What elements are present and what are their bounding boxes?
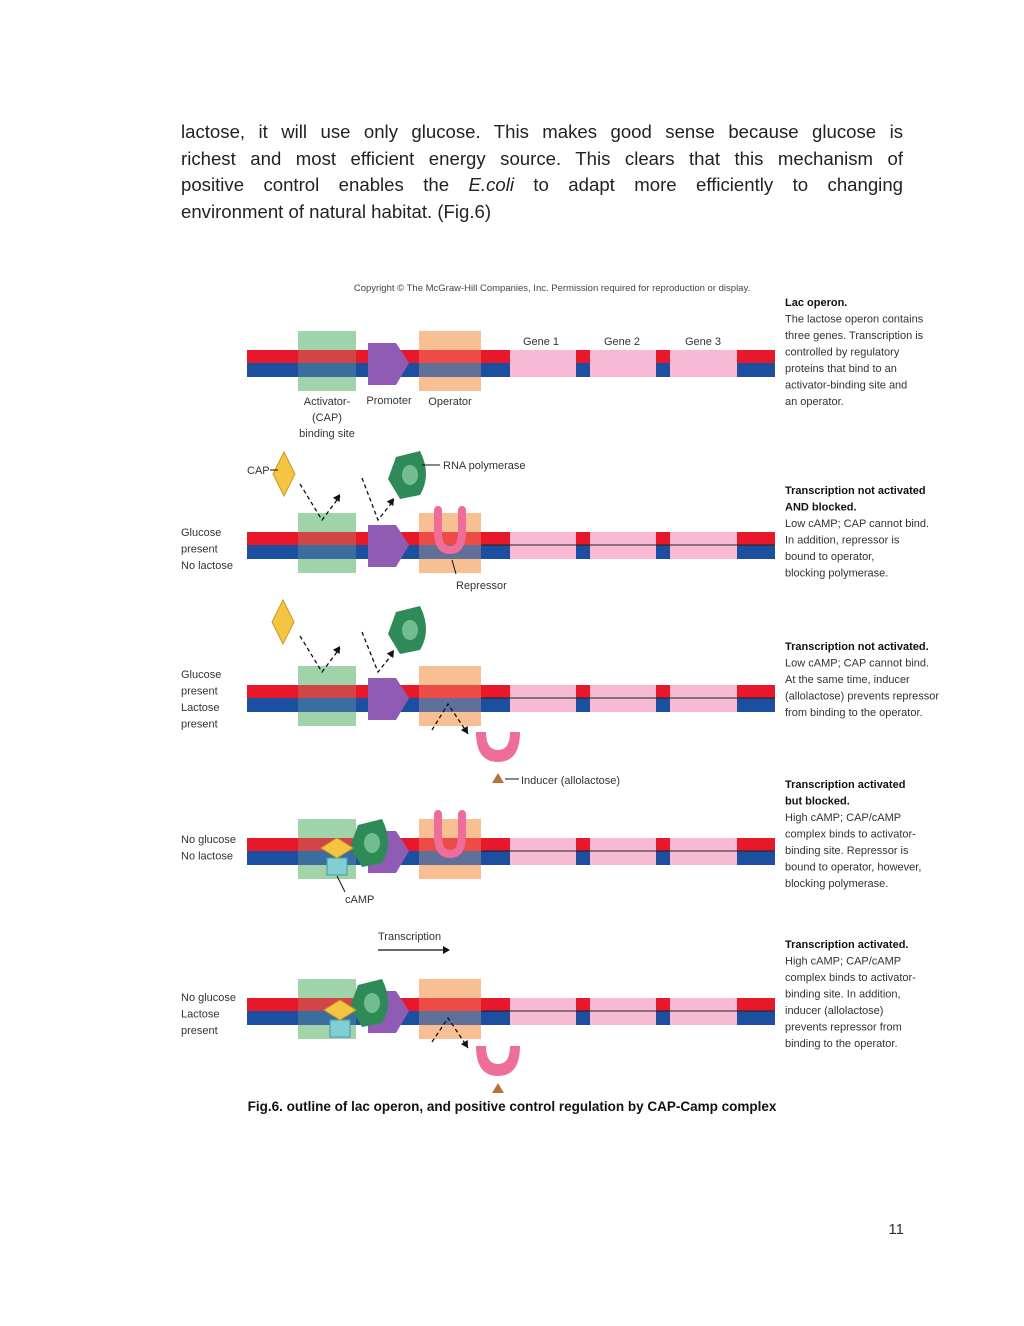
dna-strand-2	[247, 666, 775, 726]
inducer-label: Inducer (allolactose)	[521, 775, 621, 787]
description-text-1: activator-binding site and	[785, 379, 908, 392]
description-text-3: from binding to the operator.	[785, 707, 923, 719]
paragraph-line-1: lactose, it will use only glucose. This makes good sense because glucose is	[181, 121, 903, 142]
condition-label-2: present	[181, 685, 218, 698]
condition-label-3: No glucose	[181, 834, 237, 846]
cap-label: CAP	[247, 465, 270, 477]
description-text-1: three genes. Transcription is	[785, 330, 924, 342]
inducer-allolactose-2	[492, 1083, 504, 1093]
rna-polymerase-active-highlight	[364, 993, 380, 1013]
description-text-1: controlled by regulatory	[785, 346, 900, 359]
transcription-label: Transcription	[378, 931, 442, 943]
repressor-label: Repressor	[456, 580, 507, 592]
operator-bottom-overlay	[419, 363, 481, 377]
condition-label-4: No glucose	[181, 992, 237, 1004]
gene-label-1: Gene 1	[522, 336, 560, 348]
activator-label-line: binding site	[299, 428, 355, 440]
description-heading-2: Transcription not activated	[785, 485, 926, 497]
description-text-3: At the same time, inducer	[785, 674, 910, 686]
promoter-arrow	[368, 678, 409, 720]
cap-arrowhead	[333, 492, 343, 502]
camp-molecule	[327, 858, 347, 875]
description-text-3: (allolactose) prevents repressor	[785, 690, 940, 703]
description-heading-4: but blocked.	[785, 795, 850, 808]
description-text-4: blocking polymerase.	[785, 878, 889, 890]
description-text-5: binding site. In addition,	[785, 988, 901, 1001]
description-text-4: High cAMP; CAP/cAMP	[785, 812, 902, 824]
description-heading-5: Transcription activated.	[785, 939, 909, 951]
rna-polymerase-free-highlight	[402, 620, 418, 640]
page-number: 11	[888, 1221, 904, 1238]
paragraph-line-2: richest and most efficient energy source. This clears that this mechanism of	[181, 147, 903, 169]
condition-label-3: No lactose	[181, 850, 233, 863]
description-text-3: Low cAMP; CAP cannot bind.	[785, 657, 930, 670]
condition-label-1: No lactose	[181, 560, 233, 572]
activator-bottom-overlay	[298, 698, 356, 712]
cap-arrowhead-2	[333, 644, 343, 654]
repressor-free-2	[476, 1046, 520, 1076]
condition-label-4: Lactose	[181, 1008, 220, 1021]
repressor-release-arrowhead-2	[461, 1040, 471, 1050]
activator-top-overlay	[298, 685, 356, 698]
description-text-1: an operator.	[785, 396, 844, 408]
description-heading-4: Transcription activated	[785, 779, 906, 791]
description-text-1: The lactose operon contains	[785, 313, 924, 326]
operator-top-overlay	[419, 532, 481, 545]
description-heading-2: AND blocked.	[785, 501, 857, 514]
description-text-2: In addition, repressor is	[785, 534, 900, 547]
paragraph-line-3-start: positive control enables the	[181, 174, 450, 195]
description-text-5: High cAMP; CAP/cAMP	[785, 955, 902, 968]
operator-bottom-overlay	[419, 698, 481, 712]
gene-label-3: Gene 3	[684, 336, 722, 348]
paragraph-line-4: environment of natural habitat. (Fig.6)	[181, 200, 492, 222]
activator-top-overlay	[298, 532, 356, 545]
operator-top-overlay	[419, 350, 481, 363]
promoter-arrow	[368, 525, 409, 567]
description-text-2: Low cAMP; CAP cannot bind.	[785, 518, 930, 530]
description-text-4: complex binds to activator-	[785, 828, 916, 841]
operator-top-overlay	[419, 998, 481, 1011]
description-text-2: bound to operator,	[785, 551, 875, 563]
condition-label-2: Lactose	[181, 702, 220, 714]
dna-strand-1	[247, 513, 775, 573]
description-heading-3: Transcription not activated.	[785, 641, 929, 653]
cap-protein-free	[272, 600, 294, 644]
description-heading-1: Lac operon.	[785, 297, 848, 309]
operator-label: Operator	[428, 396, 472, 408]
rna-polymerase-label: RNA polymerase	[443, 460, 526, 472]
inducer-allolactose	[492, 773, 504, 783]
gene-region-3	[670, 350, 737, 377]
cap-protein	[273, 452, 295, 496]
gene-region-2	[590, 350, 656, 377]
description-text-5: binding to the operator.	[785, 1038, 898, 1050]
species-name: E.coli	[468, 174, 514, 195]
description-text-1: proteins that bind to an	[785, 363, 897, 375]
rna-polymerase-bound-highlight	[364, 833, 380, 853]
operator-top-overlay	[419, 838, 481, 851]
condition-label-2: Glucose	[181, 669, 222, 681]
promoter-label: Promoter	[366, 395, 412, 407]
operator-bottom-overlay	[419, 1011, 481, 1025]
activator-label-line: (CAP)	[312, 412, 342, 424]
polymerase-arrowhead	[387, 496, 398, 506]
activator-bottom-overlay	[298, 363, 356, 377]
transcription-arrowhead	[443, 946, 450, 954]
repressor-free	[476, 732, 520, 762]
operator-top-overlay	[419, 685, 481, 698]
rna-polymerase-highlight	[402, 465, 418, 485]
description-text-4: binding site. Repressor is	[785, 845, 909, 857]
description-text-4: bound to operator, however,	[785, 861, 922, 874]
polymerase-dashed-arrow-2	[362, 632, 394, 672]
activator-top-overlay	[298, 350, 356, 363]
camp-label: cAMP	[345, 894, 375, 906]
activator-bottom-overlay	[298, 545, 356, 559]
gene-region-1	[510, 350, 576, 377]
description-text-2: blocking polymerase.	[785, 567, 889, 580]
paragraph-line-3-end: to adapt more efficiently to changing	[533, 174, 903, 195]
copyright-notice: Copyright © The McGraw-Hill Companies, Inc. Permission required for reproduction or display.	[353, 283, 751, 294]
repressor-release-arrowhead	[461, 726, 471, 736]
promoter-arrow	[368, 343, 409, 385]
description-text-5: prevents repressor from	[785, 1021, 902, 1034]
camp-molecule-2	[330, 1020, 350, 1037]
condition-label-1: Glucose	[181, 527, 222, 539]
polymerase-dashed-arrow	[362, 478, 394, 520]
description-text-5: complex binds to activator-	[785, 972, 916, 984]
condition-label-2: present	[181, 718, 218, 731]
activator-label-line: Activator-	[303, 396, 351, 408]
polymerase-arrowhead-2	[387, 648, 398, 658]
description-text-5: inducer (allolactose)	[785, 1005, 884, 1017]
figure-caption: Fig.6. outline of lac operon, and positive control regulation by CAP-Camp complex	[247, 1099, 777, 1114]
condition-label-1: present	[181, 543, 218, 556]
gene-label-2: Gene 2	[603, 336, 641, 348]
condition-label-4: present	[181, 1025, 218, 1037]
